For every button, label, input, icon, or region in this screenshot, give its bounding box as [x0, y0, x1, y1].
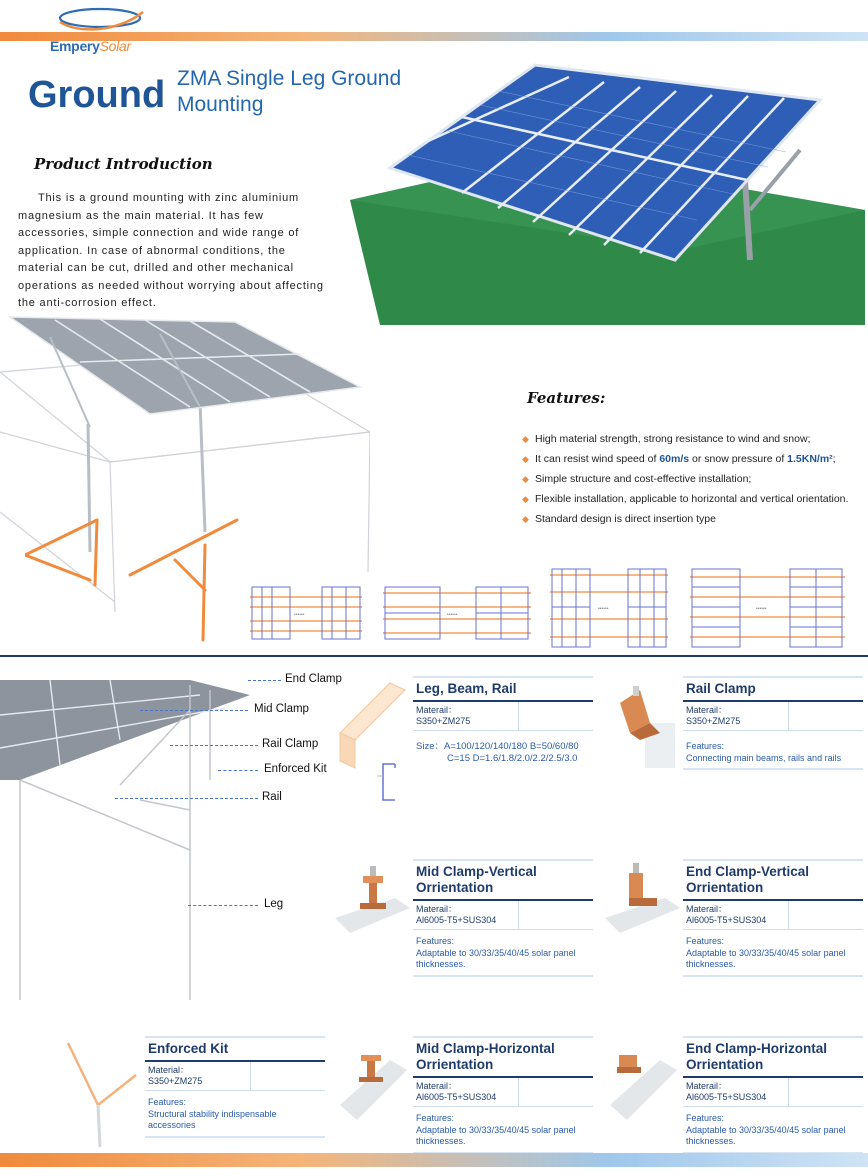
material-label: Materail：	[416, 705, 458, 715]
callout-mid-clamp: Mid Clamp	[254, 703, 309, 715]
feature-text: or snow pressure of	[689, 453, 788, 465]
feature-text: It can resist wind speed of	[535, 453, 660, 465]
card-material-row	[413, 1078, 593, 1107]
features-heading: Features:	[527, 389, 606, 407]
callout-rail-clamp: Rail Clamp	[262, 738, 319, 750]
card-features	[413, 1107, 593, 1154]
logo-wordmark	[50, 38, 131, 54]
card-features	[683, 1107, 863, 1154]
feature-item	[522, 473, 852, 486]
feature-text: Simple structure and cost-effective installation;	[535, 473, 752, 485]
card-mid-clamp-horizontal	[413, 1036, 593, 1154]
material-label: Materail：	[686, 1081, 728, 1091]
card-material-row	[683, 901, 863, 930]
feature-snow-pressure: 1.5KN/m²	[787, 453, 833, 465]
page-title: Ground	[28, 74, 166, 116]
enforced-kit-image	[60, 1035, 140, 1150]
card-material	[683, 1078, 789, 1106]
card-title: End Clamp-Vertical Orrientation	[686, 864, 810, 895]
callout-line	[115, 798, 258, 799]
size-line-1: Size：A=100/120/140/180 B=50/60/80	[416, 741, 579, 752]
logo-brand-main: Empery	[50, 38, 100, 54]
card-leg-beam-rail	[413, 676, 593, 768]
callout-leg: Leg	[264, 898, 284, 910]
footer-gradient-bar	[0, 1153, 868, 1167]
svg-text:••••••: ••••••	[447, 612, 458, 618]
card-size	[413, 731, 593, 768]
material-value: S350+ZM275	[416, 716, 471, 726]
card-topline	[413, 1036, 593, 1038]
card-title: Mid Clamp-Vertical Orrientation	[416, 864, 537, 895]
card-rail-clamp	[683, 676, 863, 770]
features-label: Features:	[686, 741, 725, 751]
svg-text:••••••: ••••••	[756, 606, 767, 612]
features-label: Features:	[148, 1097, 187, 1107]
material-label: Materail：	[686, 705, 728, 715]
intro-paragraph: This is a ground mounting with zinc aluminium magnesium as the main material. It has few accessories, simple connection and wide range of application. In case of abnormal conditions, the material can be cut, drilled and other mechanical operations as needed without worrying about affecting the anti-corrosion effect.	[18, 192, 324, 309]
card-features	[413, 930, 593, 977]
features-label: Features:	[686, 1113, 725, 1123]
end-clamp-horizontal-image	[605, 1035, 680, 1125]
card-title: Rail Clamp	[686, 681, 756, 696]
company-logo	[48, 4, 158, 64]
features-list	[522, 433, 852, 533]
layout-diagram-1	[250, 585, 362, 642]
orange-frame-drawings	[25, 515, 255, 645]
section-divider	[0, 655, 868, 657]
callout-line	[170, 745, 258, 746]
card-mid-clamp-vertical	[413, 859, 593, 977]
features-text: Connecting main beams, rails and rails	[686, 752, 842, 763]
material-value: Al6005-T5+SUS304	[686, 915, 767, 925]
card-material-row	[145, 1062, 325, 1091]
feature-item	[522, 493, 852, 506]
card-end-clamp-vertical	[683, 859, 863, 977]
material-label: Materail：	[686, 904, 728, 914]
material-value: S350+ZM275	[148, 1076, 203, 1086]
card-topline	[683, 1036, 863, 1038]
mid-clamp-vertical-image	[335, 858, 410, 943]
callout-end-clamp: End Clamp	[285, 673, 342, 685]
material-value: S350+ZM275	[686, 716, 741, 726]
card-material	[683, 901, 789, 929]
layout-diagram-4	[690, 567, 845, 649]
material-value: Al6005-T5+SUS304	[686, 1092, 767, 1102]
feature-text: High material strength, strong resistance to wind and snow;	[535, 433, 811, 445]
logo-brand-accent: Solar	[99, 38, 131, 54]
feature-text: Standard design is direct insertion type	[535, 513, 716, 525]
card-topline	[145, 1036, 325, 1038]
callout-line	[248, 680, 281, 681]
size-line-2: C=15 D=1.6/1.8/2.0/2.2/2.5/3.0	[447, 752, 578, 764]
intro-heading: Product Introduction	[34, 155, 213, 173]
card-material	[413, 1078, 519, 1106]
feature-text: ;	[832, 453, 836, 465]
card-topline	[683, 859, 863, 861]
card-title: Mid Clamp-Horizontal Orrientation	[416, 1041, 555, 1072]
material-label: Materail：	[416, 904, 458, 914]
card-material-row	[413, 702, 593, 731]
material-label: Material：	[148, 1065, 190, 1075]
card-material	[413, 901, 519, 929]
features-text: Adaptable to 30/33/35/40/45 solar panel thicknesses.	[416, 1124, 576, 1146]
features-text: Adaptable to 30/33/35/40/45 solar panel thicknesses.	[686, 947, 846, 969]
rail-clamp-image	[605, 678, 680, 773]
callout-line	[218, 770, 258, 771]
card-material	[683, 702, 789, 730]
card-end-clamp-horizontal	[683, 1036, 863, 1154]
features-label: Features:	[416, 1113, 455, 1123]
end-clamp-vertical-image	[605, 858, 680, 943]
material-value: Al6005-T5+SUS304	[416, 1092, 497, 1102]
material-label: Materail：	[416, 1081, 458, 1091]
feature-wind-speed: 60m/s	[659, 453, 690, 465]
material-value: Al6005-T5+SUS304	[416, 915, 497, 925]
callout-line	[140, 710, 248, 711]
layout-diagram-3	[550, 567, 668, 649]
features-text: Adaptable to 30/33/35/40/45 solar panel thicknesses.	[686, 1124, 846, 1146]
component-diagram	[0, 670, 260, 1000]
features-text: Adaptable to 30/33/35/40/45 solar panel thicknesses.	[416, 947, 576, 969]
callout-enforced-kit: Enforced Kit	[264, 763, 327, 775]
leg-beam-rail-image	[335, 678, 410, 803]
card-title: Enforced Kit	[148, 1041, 229, 1056]
card-topline	[683, 676, 863, 678]
card-material-row	[683, 1078, 863, 1107]
card-features	[683, 731, 863, 770]
feature-item	[522, 513, 852, 526]
features-text: Structural stability indispensable accessories	[148, 1108, 277, 1130]
hero-mounting-render	[350, 60, 865, 325]
features-label: Features:	[416, 936, 455, 946]
card-topline	[413, 676, 593, 678]
feature-text: Flexible installation, applicable to horizontal and vertical orientation.	[535, 493, 849, 505]
page-subtitle: ZMA Single Leg Ground Mounting	[177, 67, 402, 116]
card-enforced-kit	[145, 1036, 325, 1138]
card-title: Leg, Beam, Rail	[416, 681, 517, 696]
feature-item	[522, 453, 852, 466]
callout-rail: Rail	[262, 791, 282, 803]
card-title: End Clamp-Horizontal Orrientation	[686, 1041, 827, 1072]
card-material	[413, 702, 519, 730]
card-material-row	[413, 901, 593, 930]
layout-diagram-2	[383, 585, 531, 642]
svg-text:••••••: ••••••	[294, 612, 305, 618]
features-label: Features:	[686, 936, 725, 946]
callout-line	[188, 905, 258, 906]
card-features	[145, 1091, 325, 1138]
feature-item	[522, 433, 852, 446]
mid-clamp-horizontal-image	[335, 1035, 410, 1125]
card-topline	[413, 859, 593, 861]
card-material-row	[683, 702, 863, 731]
card-material	[145, 1062, 251, 1090]
card-features	[683, 930, 863, 977]
svg-text:••••••: ••••••	[598, 606, 609, 612]
